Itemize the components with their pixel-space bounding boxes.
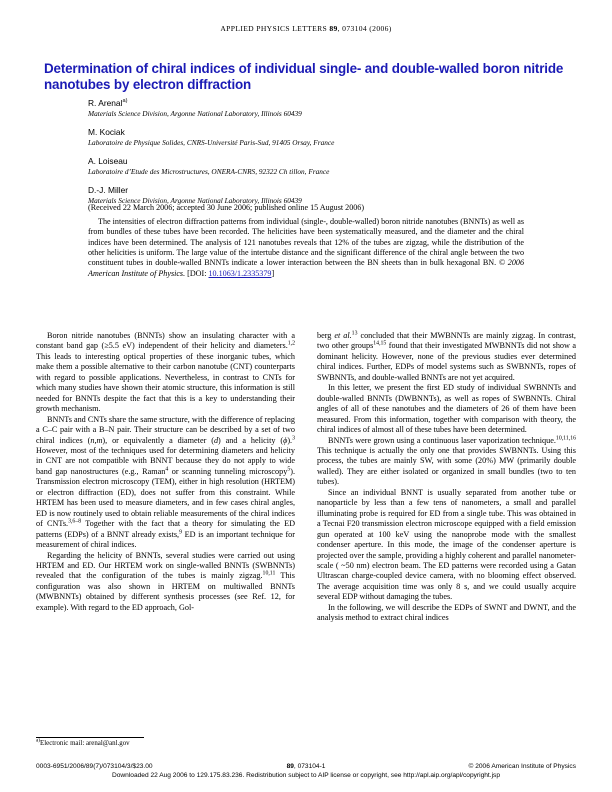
body-column-left <box>36 331 295 613</box>
body-paragraph: BNNTs were grown using a continuous laser vaporization technique.$^{10,11,16}$ This technique is actually the only one that provides SWBNNTs. Using this process, the tubes are mainly SW, with some (20%) MW (primarily double walled). They are either isolated or organized in small bundles (two to ten tubes). <box>317 434 576 487</box>
citation-reference[interactable]: 5 <box>287 466 291 473</box>
body-paragraph: In the following, we will describe the EDPs of SWNT and DWNT, and the analysis method to extract chiral indices <box>317 602 576 623</box>
footer-article-page: , 073104-1 <box>293 763 326 770</box>
footer-issn: 0003-6951/2006/89(7)/073104/3/$23.00 <box>36 763 153 770</box>
citation-reference[interactable]: 13 <box>351 330 358 337</box>
author-affiliation: Laboratoire de Physique Solides, CNRS-Université Paris-Sud, 91405 Orsay, France <box>88 138 335 147</box>
footnote <box>36 737 295 749</box>
author-name <box>88 127 568 137</box>
body-columns <box>36 331 576 731</box>
author-list <box>88 98 568 214</box>
abstract-copyright: © 2006 American Institute of Physics. <box>88 258 524 278</box>
citation-reference[interactable]: 4 <box>165 466 169 473</box>
author-affiliation: Materials Science Division, Argonne National Laboratory, Illinois 60439 <box>88 109 302 118</box>
author-block <box>88 127 568 148</box>
doi-link[interactable]: 10.1063/1.2335379 <box>208 268 272 278</box>
body-paragraph: Regarding the helicity of BNNTs, several studies were carried out using HRTEM and ED. Our HRTEM work on single-walled BNNTs (SWBNNTs) revealed that the configuration of the tubes is mainly zigzag.$^{10,11}$ This configuration was also shown in HRTEM on multiwalled BNNTs (MWBNNTs) obtained by different synthesis processes (see Ref. 12, for example). With regard to the ED approach, Gol- <box>36 550 295 612</box>
citation-reference[interactable]: 10,11 <box>262 570 276 577</box>
citation-reference[interactable]: 10,11,16 <box>555 434 576 441</box>
abstract-body: The intensities of electron diffraction patterns from individual (single-, double-walled) boron nitride nanotubes (BNNTs) as well as from bundles of these tubes have been recorded. The helicities have been systematically measured, and the diameter and the chiral indices have been determined. The analysis of 121 nanotubes reveals that 12% of the tubes are zigzag, while the distribution of the other helicities is uniform. The large value of the intertube distance and the significant difference of the chiral angle between the two constituent tubes in double-walled BNNTs indicate a lower interaction between the BN sheets than in bulk hexagonal BN. <box>88 217 524 268</box>
author-block <box>88 156 568 177</box>
footnote-text: Electronic mail: arenal@anl.gov <box>40 740 130 747</box>
journal-name: APPLIED PHYSICS LETTERS <box>220 24 330 33</box>
abstract <box>88 217 524 279</box>
author-name-text: R. Arenal <box>88 98 123 108</box>
emphasis-text: d <box>213 435 219 445</box>
emphasis-text: m <box>96 435 103 445</box>
citation-reference[interactable]: 14,15 <box>373 340 387 347</box>
footnote-marker: a) <box>36 737 41 744</box>
footer-download-notice: Downloaded 22 Aug 2006 to 129.175.83.236. Redistribution subject to AIP license or copyright, see http://apl.aip.org/apl/copyright.jsp <box>111 771 501 779</box>
author-name <box>88 98 568 108</box>
publication-dates: (Received 22 March 2006; accepted 30 June 2006; published online 15 August 2006) <box>88 203 365 212</box>
emphasis-text: ϕ <box>283 435 288 445</box>
journal-article-number: , 073104 (2006) <box>337 24 392 33</box>
footnote-rule <box>36 737 144 738</box>
author-name <box>88 156 568 166</box>
body-paragraph: Boron nitride nanotubes (BNNTs) show an insulating character with a constant band gap (≥5.5 eV) independent of their helicity and diameters.$^{1,2}$ This leads to interesting optical properties of these inorganic tubes, which make them a possible alternative to their carbon nanotube (CNT) counterparts with regard to possible applications. Nevertheless, in contrast to CNTs for which many studies have shown their atomic structure, this information is still needed for BNNTs despite the fact that this is a key to understanding their growth mechanism. <box>36 331 295 414</box>
citation-reference[interactable]: 3 <box>292 434 295 441</box>
emphasis-text: n <box>90 435 95 445</box>
author-name <box>88 185 568 195</box>
body-paragraph: BNNTs and CNTs share the same structure, with the difference of replacing a C–C pair with a B–N pair. Their structure can be described by a set of two chiral indices (n,m), or equivalently a diameter (d) and a helicity (ϕ).$^3$ However, most of the techniques used for determining diameters and helicity in CNT are not compatible with BNNT because they do not apply to wide band gap nanostructures (e.g., Raman$^4$ or scanning tunneling microscopy$^5$). Transmission electron microscopy (TEM), either in high resolution (HRTEM) or electron diffraction (ED), does not suffer from this constraint. While HRTEM has been used to measure diameters, and in few cases chiral angles, ED is now routinely used to obtain reliable measurements of the chiral indices of CNTs.$^{3,6-8}$ Together with the fact that a theory for simulating the ED patterns (EDPs) of a BNNT already exists,$^9$ ED is an important technique for measurement of chiral indices. <box>36 414 295 550</box>
citation-reference[interactable]: 9 <box>179 528 182 535</box>
doi-suffix: ] <box>271 268 275 278</box>
footer-volume: 89 <box>286 763 294 770</box>
citation-reference[interactable]: 1,2 <box>287 340 295 347</box>
author-block <box>88 98 568 119</box>
author-name-text: A. Loiseau <box>88 156 128 166</box>
doi-prefix: [DOI: <box>187 268 209 278</box>
author-affiliation: Laboratoire d’Etude des Microstructures, ONERA-CNRS, 92322 Ch tillon, France <box>88 167 330 176</box>
emphasis-text: et al. <box>334 331 352 340</box>
page-footer <box>36 763 576 780</box>
author-name-text: D.-J. Miller <box>88 185 129 195</box>
author-affiliation: Materials Science Division, Argonne National Laboratory, Illinois 60439 <box>88 196 302 205</box>
body-paragraph: Since an individual BNNT is usually separated from another tube or nanoparticle by less than a few tens of nanometers, a small and parallel illuminating probe is required for ED from a single tube. This was obtained in a Tecnai F20 transmission electron microscope equipped with a field emission gun operated at 100 keV using the nanoprobe mode with the smallest condenser aperture. In this mode, the image of the condenser aperture is projected over the sample, providing a highly coherent and parallel nanometer-scale ( ~50 nm) electron beam. The ED patterns were recorded using a Gatan Ultrascan charge-coupled device camera, with no blooming effect observed. The average acquisition time was only 8 s, and we could usually acquire several EDP without damaging the tubes. <box>317 487 576 602</box>
author-footnote-marker[interactable]: a) <box>122 98 128 105</box>
author-name-text: M. Kociak <box>88 127 125 137</box>
citation-reference[interactable]: 3,6–8 <box>68 518 82 525</box>
page-title: Determination of chiral indices of individual single- and double-walled boron nitride nanotubes by electron diffraction <box>44 60 564 93</box>
journal-volume: 89 <box>329 24 338 33</box>
body-paragraph: berg et al.$^{13}$ concluded that their MWBNNTs are mainly zigzag. In contrast, two other groups$^{14,15}$ found that their investigated MWBNNTs did not show a dominant helicity. However, none of the previous studies ever determined chiral indices. Further, EDPs of model systems such as SWBNNTs, ropes of SWBNNTs, and double-walled BNNTs are not yet acquired. <box>317 330 576 382</box>
body-paragraph: In this letter, we present the first ED study of individual SWBNNTs and double-walled BNNTs (DWBNNTs), as well as ropes of SWBNNTs. Chiral angles of all of these nanotubes and the diameters of 26 of them have been measured. From this information, together with comparison with theory, the chiral indices of almost all of these tubes have been determined. <box>317 383 576 435</box>
footer-top-row <box>36 763 576 771</box>
body-column-right <box>317 331 576 624</box>
footer-copyright: © 2006 American Institute of Physics <box>468 763 576 770</box>
journal-running-head <box>0 24 612 33</box>
